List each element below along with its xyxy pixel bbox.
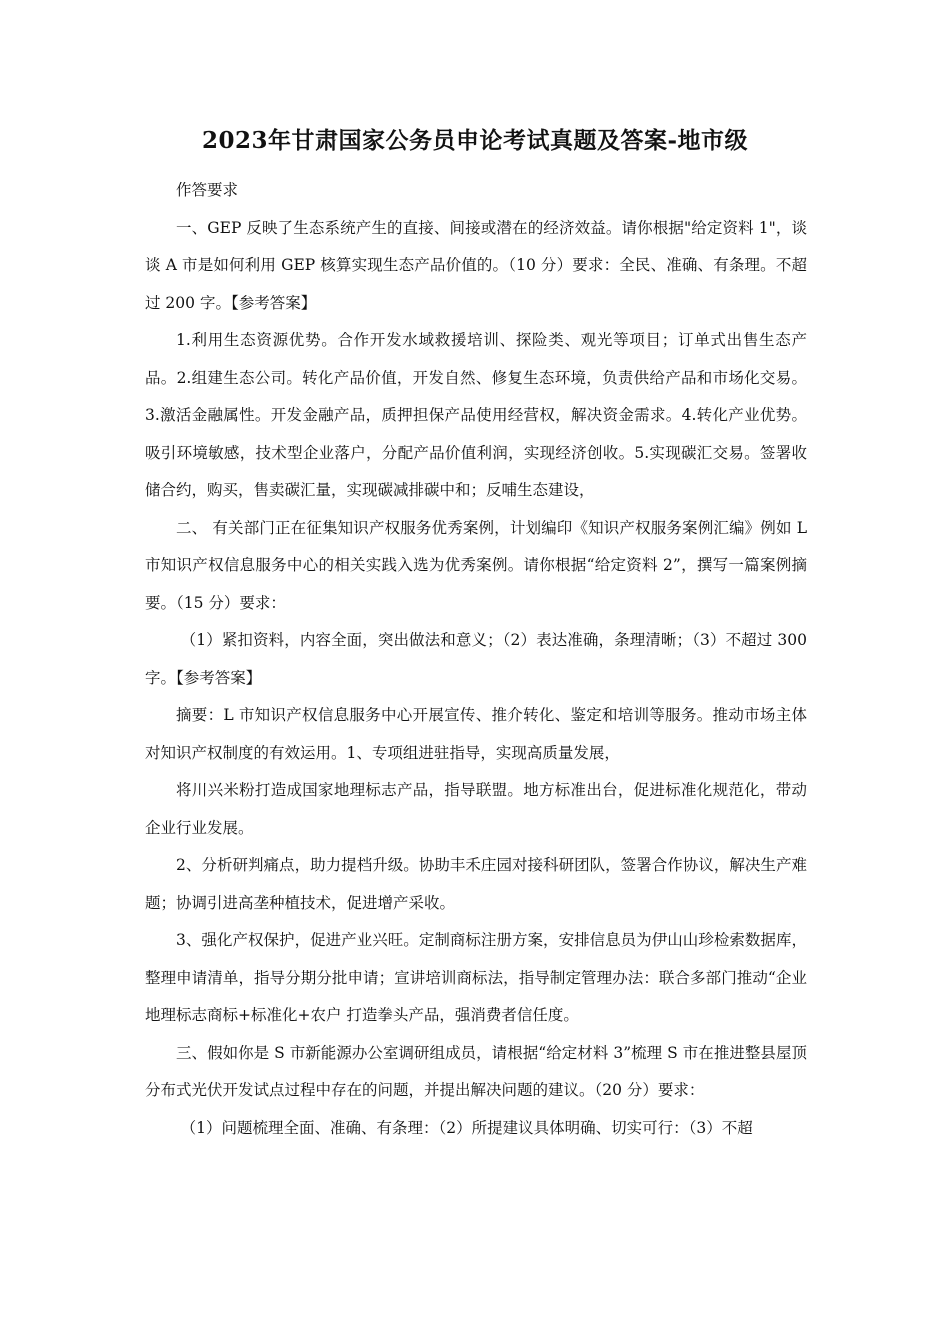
paragraph-question-2: 二、 有关部门正在征集知识产权服务优秀案例，计划编印《知识产权服务案例汇编》例如 L 市知识产权信息服务中心的相关实践入选为优秀案例。请你根据“给定资料 2”，撰写一篇案例摘要。（15 分）要求： — [145, 518, 807, 612]
document-title: 2023年甘肃国家公务员申论考试真题及答案-地市级 — [201, 127, 749, 154]
paragraph-answer-2-point-3: 3、强化产权保护，促进产业兴旺。定制商标注册方案，安排信息员为伊山山珍检索数据库，整理申请清单，指导分期分批申请；宣讲培训商标法，指导制定管理办法：联合多部门推动“企业地理标志商标+标准化+农户 打造拳头产品，强消费者信任度。 — [145, 931, 807, 1024]
paragraph-answer-requirements: 作答要求 — [176, 181, 239, 199]
paragraph-question-3-requirements: （1）问题梳理全面、准确、有条理：（2）所提建议具体明确、切实可行：（3）不超 — [180, 1118, 753, 1137]
paragraph-answer-2-point-2: 2、分析研判痛点，助力提档升级。协助丰禾庄园对接科研团队，签署合作协议，解决生产难题；协调引进高垄种植技术，促进增产采收。 — [145, 856, 807, 912]
paragraph-answer-2-summary: 摘要：L 市知识产权信息服务中心开展宣传、推介转化、鉴定和培训等服务。推动市场主体对知识产权制度的有效运用。1、专项组进驻指导，实现高质量发展， — [145, 706, 807, 762]
paragraph-question-1: 一、GEP 反映了生态系统产生的直接、间接或潜在的经济效益。请你根据"给定资料 1"，谈谈 A 市是如何利用 GEP 核算实现生态产品价值的。（10 分）要求：全民、准确、有条理。不超过 200 字。【参考答案】 — [145, 218, 807, 312]
paragraph-answer-1: 1.利用生态资源优势。合作开发水域救援培训、探险类、观光等项目；订单式出售生态产品。2.组建生态公司。转化产品价值，开发自然、修复生态环境，负责供给产品和市场化交易。3.激活金融属性。开发金融产品，质押担保产品使用经营权，解决资金需求。4.转化产业优势。吸引环境敏感，技术型企业落户，分配产品价值利润，实现经济创收。5.实现碳汇交易。签署收储合约，购买，售卖碳汇量，实现碳减排碳中和；反哺生态建设， — [145, 331, 807, 499]
document-body — [145, 172, 807, 1147]
paragraph-question-2-requirements: （1）紧扣资料，内容全面，突出做法和意义；（2）表达准确，条理清晰；（3）不超过 300 字。【参考答案】 — [145, 631, 807, 687]
paragraph-answer-2-point-1: 将川兴米粉打造成国家地理标志产品，指导联盟。地方标准出台，促进标准化规范化，带动企业行业发展。 — [145, 781, 807, 837]
paragraph-question-3: 三、假如你是 S 市新能源办公室调研组成员，请根据“给定材料 3”梳理 S 市在推进整县屋顶分布式光伏开发试点过程中存在的问题，并提出解决问题的建议。（20 分）要求： — [145, 1043, 807, 1099]
